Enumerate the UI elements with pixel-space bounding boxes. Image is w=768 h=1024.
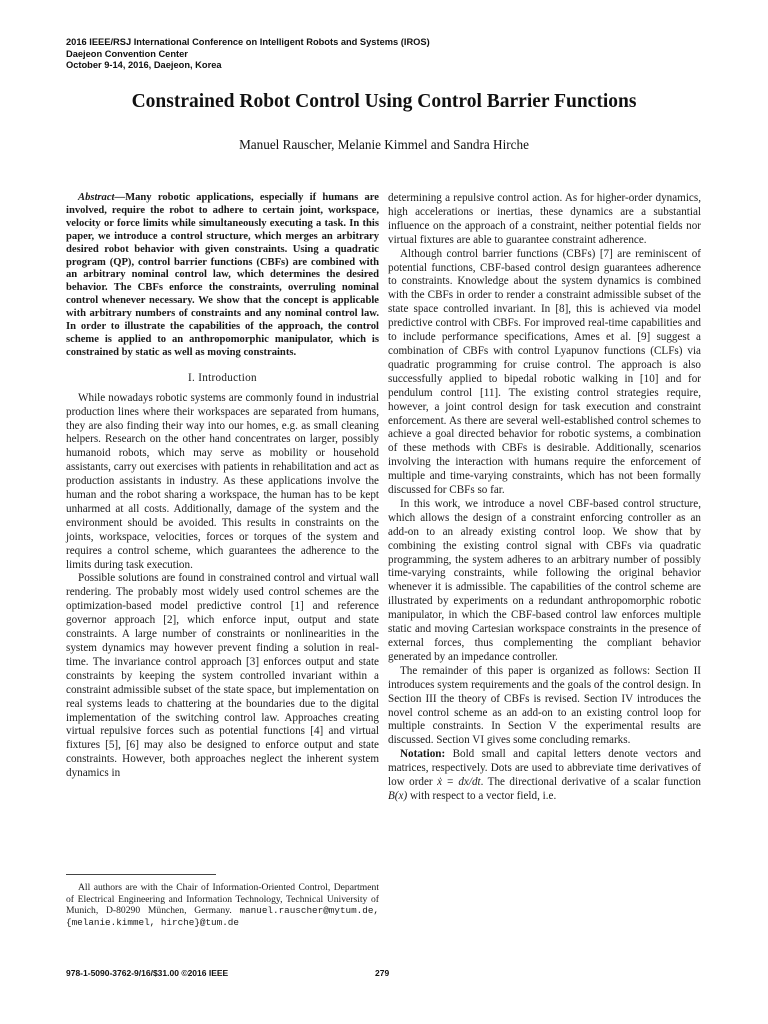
paper-title: Constrained Robot Control Using Control Barrier Functions [131,91,637,112]
left-column [66,192,379,781]
conference-line-2: Daejeon Convention Center [66,48,188,59]
footnote-divider [66,874,216,875]
conference-line-1: 2016 IEEE/RSJ International Conference on Intelligent Robots and Systems (IROS) [66,37,430,47]
right-paragraph-2: Although control barrier functions (CBFs) [7] are reminiscent of potential functions, CBF-based control design guarantees adherence to constraints. Knowledge about the system dynamics is combined with the CBFs in order to render a constraint admissible subset of the state space controlled invariant. In [8], this is achieved via model predictive control with CBFs. For improved real-time capabilities and to include performance specifications, Ames et al. [9] suggest a combination of CBFs with control Lyapunov functions (CLFs) via quadratic programming for cruise control. The approach is also successfully applied to bipedal robotic walking in [10] and for pendulum control [11]. The existing control strategies require, however, a joint control design for task execution and constraint enforcement. As there are several well-established control schemes to achieve a goal directed behavior for robotic systems, a combination of these methods with CBFs is desirable. Additionally, scenarios involving the interaction with humans require the enforcement of multiple and time-varying constraints, which has not been formally discussed for CBFs so far. [388,247,701,497]
author-affiliation-footnote [66,882,379,928]
notation-math-derivative: ẋ = dx/dt [437,776,481,789]
notation-math-function: B(x) [388,789,408,802]
section-title: Introduction [198,371,257,384]
abstract-label: Abstract [78,192,115,203]
notation-label: Notation: [400,748,446,761]
section-heading-introduction [66,372,379,386]
right-paragraph-3: In this work, we introduce a novel CBF-based control structure, which allows the design of a constraint enforcing controller as an add-on to an already existing control loop. We show that by combining the existing control signal with CBFs via quadratic programming, the system adheres to an arbitrary number of possibly time-varying constraints, while following the original behavior whenever it is admissible. The capabilities of the control scheme are illustrated by experiments on a redundant anthropomorphic robotic manipulator, in which the CBF-based control law enforces multiple static and moving Cartesian workspace constraints in the presence of external forces, thus complementing the compliant behavior generated by an impedance controller. [388,497,701,663]
conference-line-3: October 9-14, 2016, Daejeon, Korea [66,60,222,70]
right-column [388,192,701,804]
intro-paragraph-1: While nowadays robotic systems are commonly found in industrial production lines where their workspaces are separated from humans, they are also finding their way into our homes, e.g. as small cleaning helpers. Research on the other hand concentrates on larger, possibly humanoid robots, which may serve as mobility or household assistants, carry out exercises with patients in rehabilitation and act as production assistants in industry. As these applications involve the human and the robot sharing a workspace, the human has to be kept unharmed at all costs. Additionally, damage of the system and the environment should be avoided. This results in constraints on the joints, workspace, velocities, forces or torques of the system and requires a control scheme, which guarantees the adherence to the limits during task execution. [66,391,379,571]
page-number: 279 [375,968,390,978]
author-emails: manuel.rauscher@mytum.de, {melanie.kimmel, hirche}@tum.de [66,905,379,928]
intro-paragraph-2: Possible solutions are found in constrained control and virtual wall rendering. The probably most widely used control schemes are the optimization-based model predictive control [1] and reference governor approach [2], which enforce input, output and state constraints. A large number of constraints or nonlinearities in the system dynamics may however prevent finding a solution in real-time. The invariance control approach [3] enforces output and state constraints by keeping the system controlled invariant within a constraint admissible subset of the state space, but implementation on real systems leads to chattering at the boundaries due to the digital implementation of the switching control law. Approaches creating virtual repulsive forces such as potential functions [4] and virtual fixtures [5], [6] may also be designed to enforce output and state constraints. However, both approaches neglect the inherent system dynamics in [66,572,379,780]
isbn-copyright: 978-1-5090-3762-9/16/$31.00 ©2016 IEEE [66,968,229,978]
abstract [66,192,379,360]
notation-text-c: with respect to a vector field, i.e. [407,789,557,802]
conference-header [66,37,430,72]
right-paragraph-1: determining a repulsive control action. As for higher-order dynamics, high accelerations or inertias, these dynamics are a substantial influence on the approach of a constraint, neither potential fields nor virtual fixtures are able to guarantee constraint adherence. [388,192,701,246]
notation-text-a: Bold small and capital letters denote vectors and matrices, respectively. Dots are used to abbreviate time derivatives of low order [388,748,701,789]
right-paragraph-4: The remainder of this paper is organized as follows: Section II introduces system requirements and the goals of the control design. In Section III the theory of CBFs is revised. Section IV introduces the novel control scheme as an add-on to an existing control loop for multiple constraints. In Section V the experimental results are discussed. Section VI gives some concluding remarks. [388,664,701,747]
section-numeral: I. [188,371,196,384]
notation-paragraph [388,748,701,804]
paper-authors: Manuel Rauscher, Melanie Kimmel and Sandra Hirche [239,137,529,152]
notation-text-b: . The directional derivative of a scalar function [480,776,702,789]
abstract-text: —Many robotic applications, especially if humans are involved, require the robot to adhere to certain joint, workspace, velocity or force limits while simultaneously executing a task. In this paper, we introduce a control structure, which merges an arbitrary desired robot behavior with given constraints. Using a quadratic program (QP), control barrier functions (CBFs) are combined with an arbitrary nominal control law, which determines the desired behavior. The CBFs enforce the constraints, overruling nominal control whenever necessary. We show that the concept is applicable with arbitrary numbers of constraints and any nominal control law. In order to illustrate the capabilities of the approach, the control scheme is applied to an anthropomorphic manipulator, which is constrained by static as well as moving constraints. [66,192,379,358]
affiliation-text: All authors are with the Chair of Information-Oriented Control, Department of Electrical Engineering and Information Technology, Technical University of Munich, D-80290 München, Germany. [66,882,379,917]
